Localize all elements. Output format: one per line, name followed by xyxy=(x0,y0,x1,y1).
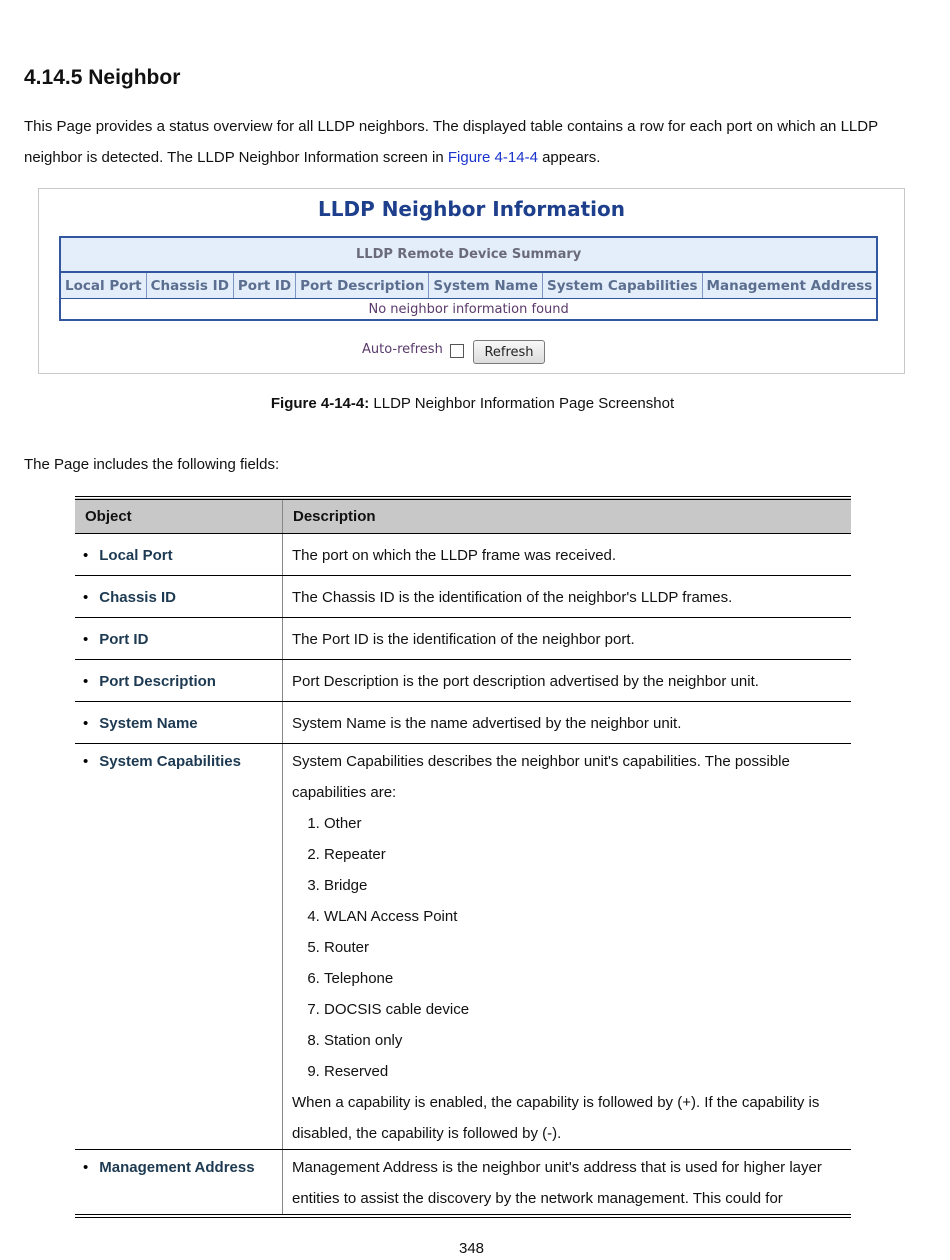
object-header: Object xyxy=(75,498,283,534)
capabilities-intro: System Capabilities describes the neighbor unit's capabilities. The possible capabilities are: xyxy=(292,753,790,801)
table-row xyxy=(75,1150,851,1217)
column-header: System Name xyxy=(429,272,543,299)
list-item: 2. Repeater xyxy=(324,839,841,870)
object-description: The port on which the LLDP frame was received. xyxy=(283,534,852,576)
capabilities-outro: When a capability is enabled, the capability is followed by (+). If the capability is disabled, the capability is followed by (-). xyxy=(292,1094,820,1142)
page-number: 348 xyxy=(458,1240,485,1257)
column-header: System Capabilities xyxy=(543,272,703,299)
bullet-icon: • xyxy=(83,753,89,770)
object-description: The Port ID is the identification of the neighbor port. xyxy=(283,618,852,660)
description-header: Description xyxy=(283,498,852,534)
bullet-icon: • xyxy=(83,589,89,606)
bullet-icon: • xyxy=(83,715,89,732)
table-row xyxy=(75,576,851,618)
bullet-icon: • xyxy=(83,1159,89,1176)
list-item: 9. Reserved xyxy=(324,1056,841,1087)
column-header: Port Description xyxy=(296,272,429,299)
object-description: System Name is the name advertised by the neighbor unit. xyxy=(283,702,852,744)
list-item: 7. DOCSIS cable device xyxy=(324,994,841,1025)
auto-refresh-label: Auto-refresh xyxy=(362,342,443,357)
object-name: Management Address xyxy=(99,1159,255,1176)
list-item: 3. Bridge xyxy=(324,870,841,901)
intro-paragraph xyxy=(24,111,924,173)
table-row xyxy=(75,702,851,744)
auto-refresh-checkbox[interactable] xyxy=(450,344,464,358)
intro-text-end: appears. xyxy=(537,149,601,166)
object-name: System Name xyxy=(99,715,198,732)
list-item: 5. Router xyxy=(324,932,841,963)
screenshot-title: LLDP Neighbor Information xyxy=(317,197,626,221)
object-description: Management Address is the neighbor unit's address that is used for higher layer entities to assist the discovery by the network management. This could for xyxy=(292,1159,822,1207)
empty-message: No neighbor information found xyxy=(368,301,569,317)
bullet-icon: • xyxy=(83,673,89,690)
figure-caption-label: Figure 4-14-4: xyxy=(270,395,370,412)
object-name: System Capabilities xyxy=(99,753,241,770)
bullet-icon: • xyxy=(83,547,89,564)
object-name: Port Description xyxy=(99,673,216,690)
table-row xyxy=(75,534,851,576)
table-row xyxy=(75,744,851,1150)
capabilities-list xyxy=(292,808,841,1087)
figure-caption-text: LLDP Neighbor Information Page Screenshot xyxy=(369,395,675,412)
lldp-neighbor-screenshot xyxy=(38,188,905,374)
object-name: Local Port xyxy=(99,547,173,564)
figure-link[interactable]: Figure 4-14-4 xyxy=(447,149,538,166)
column-header: Management Address xyxy=(702,272,877,299)
fields-intro: The Page includes the following fields: xyxy=(24,456,280,473)
figure-caption xyxy=(0,395,945,412)
object-name: Chassis ID xyxy=(99,589,176,606)
column-header: Port ID xyxy=(233,272,295,299)
list-item: 8. Station only xyxy=(324,1025,841,1056)
fields-table xyxy=(75,496,851,1218)
list-item: 4. WLAN Access Point xyxy=(324,901,841,932)
object-description: The Chassis ID is the identification of the neighbor's LLDP frames. xyxy=(283,576,852,618)
column-header: Chassis ID xyxy=(146,272,233,299)
object-name: Port ID xyxy=(99,631,149,648)
table-row xyxy=(75,660,851,702)
table-caption: LLDP Remote Device Summary xyxy=(60,237,877,272)
bullet-icon: • xyxy=(83,631,89,648)
refresh-button[interactable]: Refresh xyxy=(473,340,545,364)
object-description xyxy=(283,744,852,1150)
remote-device-summary-table xyxy=(59,236,878,321)
column-header: Local Port xyxy=(60,272,146,299)
list-item: 6. Telephone xyxy=(324,963,841,994)
list-item: 1. Other xyxy=(324,808,841,839)
section-heading: 4.14.5 Neighbor xyxy=(24,66,181,89)
intro-text: This Page provides a status overview for all LLDP neighbors. The displayed table contains a row for each port on which an LLDP neighbor is detected. The LLDP Neighbor Information screen in xyxy=(24,118,878,166)
object-description: Port Description is the port description advertised by the neighbor unit. xyxy=(283,660,852,702)
table-row xyxy=(75,618,851,660)
